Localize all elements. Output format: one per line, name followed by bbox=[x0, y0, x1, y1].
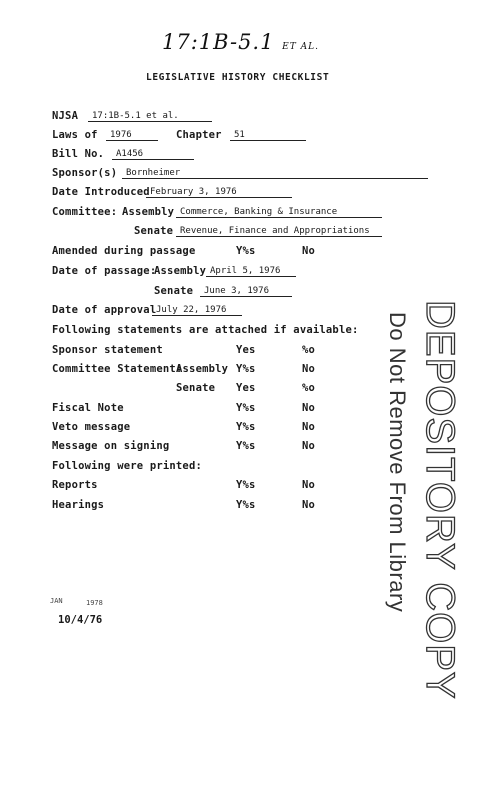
sponsor-statement-yes: Yes bbox=[236, 344, 256, 356]
njsa-value: 17:1B-5.1 et al. bbox=[88, 111, 212, 122]
sponsor-statement-no: %o bbox=[302, 344, 316, 356]
handwritten-suffix: ET AL. bbox=[282, 42, 319, 52]
committee-senate-value: Revenue, Finance and Appropriations bbox=[176, 226, 382, 237]
laws-label: Laws of bbox=[52, 129, 98, 141]
sponsor-statement-label: Sponsor statement bbox=[52, 344, 163, 356]
passage-assembly-value: April 5, 1976 bbox=[206, 266, 296, 277]
veto-message-no: No bbox=[302, 421, 316, 433]
amended-label: Amended during passage bbox=[52, 245, 196, 257]
attached-heading: Following statements are attached if available: bbox=[52, 324, 359, 336]
passage-assembly-label: Assembly bbox=[154, 265, 207, 277]
committee-label: Committee: bbox=[52, 206, 118, 218]
reports-yes: Y%s bbox=[236, 479, 256, 491]
veto-message-yes: Y%s bbox=[236, 421, 256, 433]
bill-label: Bill No. bbox=[52, 148, 105, 160]
approval-value: July 22, 1976 bbox=[152, 305, 242, 316]
message-signing-no: No bbox=[302, 440, 316, 452]
bill-value: A1456 bbox=[112, 149, 194, 160]
passage-senate-value: June 3, 1976 bbox=[200, 286, 292, 297]
sponsor-label: Sponsor(s) bbox=[52, 167, 118, 179]
committee-statement-senate-label: Senate bbox=[176, 382, 216, 394]
fiscal-note-yes: Y%s bbox=[236, 402, 256, 414]
committee-statement-label: Committee Statement: bbox=[52, 363, 183, 375]
amended-no: No bbox=[302, 245, 316, 257]
received-stamp-month: JAN bbox=[50, 597, 63, 605]
committee-assembly-value: Commerce, Banking & Insurance bbox=[176, 207, 382, 218]
reports-no: No bbox=[302, 479, 316, 491]
hearings-no: No bbox=[302, 499, 316, 511]
approval-label: Date of approval bbox=[52, 304, 157, 316]
fiscal-note-no: No bbox=[302, 402, 316, 414]
committee-statement-senate-no: %o bbox=[302, 382, 316, 394]
introduced-label: Date Introduced bbox=[52, 186, 150, 198]
depository-copy-stamp: DEPOSITORY COPY bbox=[418, 300, 462, 700]
committee-assembly-label: Assembly bbox=[122, 206, 175, 218]
committee-statement-senate-yes: Yes bbox=[236, 382, 256, 394]
passage-senate-label: Senate bbox=[154, 285, 194, 297]
njsa-label: NJSA bbox=[52, 110, 79, 122]
laws-value: 1976 bbox=[106, 130, 158, 141]
sponsor-value: Bornheimer bbox=[122, 168, 428, 179]
committee-senate-label: Senate bbox=[134, 225, 174, 237]
page-title: LEGISLATIVE HISTORY CHECKLIST bbox=[146, 72, 330, 83]
chapter-label: Chapter bbox=[176, 129, 222, 141]
hearings-yes: Y%s bbox=[236, 499, 256, 511]
printed-heading: Following were printed: bbox=[52, 460, 202, 472]
amended-yes: Y%s bbox=[236, 245, 256, 257]
committee-statement-assembly-label: Assembly bbox=[176, 363, 229, 375]
handwritten-statute-number bbox=[162, 30, 319, 54]
introduced-value: February 3, 1976 bbox=[146, 187, 292, 198]
message-signing-yes: Y%s bbox=[236, 440, 256, 452]
chapter-value: 51 bbox=[230, 130, 306, 141]
fiscal-note-label: Fiscal Note bbox=[52, 402, 124, 414]
received-stamp-year: 1978 bbox=[86, 599, 103, 607]
handwritten-main: 17:1B-5.1 bbox=[162, 30, 275, 54]
veto-message-label: Veto message bbox=[52, 421, 131, 433]
do-not-remove-stamp: Do Not Remove From Library bbox=[385, 312, 410, 613]
passage-label: Date of passage: bbox=[52, 265, 157, 277]
message-signing-label: Message on signing bbox=[52, 440, 170, 452]
committee-statement-assembly-no: No bbox=[302, 363, 316, 375]
committee-statement-assembly-yes: Y%s bbox=[236, 363, 256, 375]
hearings-label: Hearings bbox=[52, 499, 105, 511]
handwritten-date: 10/4/76 bbox=[58, 614, 103, 626]
reports-label: Reports bbox=[52, 479, 98, 491]
